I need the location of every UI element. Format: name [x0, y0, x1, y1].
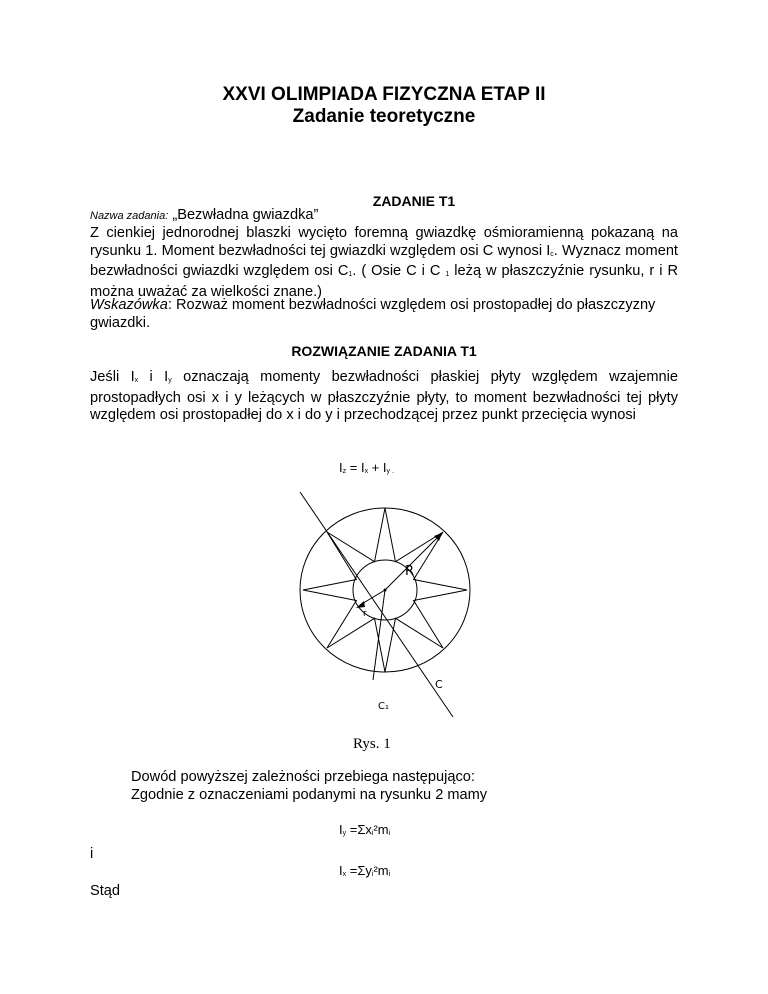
- proof-line-2: Zgodnie z oznaczeniami podanymi na rysunku 2 mamy: [131, 786, 488, 803]
- center-point: [384, 589, 387, 592]
- task-name-label: Nazwa zadania:: [90, 210, 169, 222]
- task-body: Z cienkiej jednorodnej blaszki wycięto foremną gwiazdkę ośmioramienną pokazaną na rysunku 1. Moment bezwładności tej gwiazdki względem osi C wynosi Ic. Wyznacz moment bezwładności gwiazdki względem osi C1. ( Osie C i C 1 leżą w płaszczyźnie rysunku, r i R można uważać za wielkości znane.): [90, 225, 678, 300]
- task-name-line: [90, 207, 678, 226]
- axis-c: [300, 492, 453, 717]
- task-hint: [90, 297, 678, 332]
- formula-iz: Iz = Ix + Iy .: [339, 460, 394, 475]
- proof-text: [131, 769, 487, 804]
- conjunction-i: i: [90, 846, 94, 862]
- proof-line-1: Dowód powyższej zależności przebiega następująco:: [131, 769, 475, 785]
- figure-star: [290, 492, 480, 722]
- task-heading: ZADANIE T1: [372, 193, 456, 209]
- label-C: C: [435, 678, 443, 691]
- stad-text: Stąd: [90, 883, 121, 899]
- label-R: R: [405, 564, 415, 579]
- document-title: [0, 84, 768, 128]
- hint-text: : Rozważ moment bezwładności względem osi prostopadłej do płaszczyzny gwiazdki.: [90, 297, 656, 331]
- label-r: r: [363, 609, 367, 619]
- figure-caption: Rys. 1: [353, 736, 391, 752]
- formula-iy: Iy =Σxi²mi: [339, 822, 391, 837]
- task-name-value: „Bezwładna gwiazdka”: [172, 207, 319, 223]
- title-line-1: XXVI OLIMPIADA FIZYCZNA ETAP II: [222, 84, 546, 105]
- label-C1: C₁: [378, 701, 389, 712]
- solution-heading: ROZWIĄZANIE ZADANIA T1: [291, 343, 477, 359]
- hint-label: Wskazówka: [90, 297, 168, 313]
- title-line-2: Zadanie teoretyczne: [292, 106, 476, 127]
- formula-ix: Ix =Σyi²mi: [339, 863, 391, 878]
- axis-c1: [373, 590, 385, 680]
- solution-paragraph: Jeśli Ix i Iy oznaczają momenty bezwładności płaskiej płyty względem wzajemnie prostopadłych osi x i y leżących w płaszczyźnie płyty, to moment bezwładności tej płyty względem osi prostopadłej do x i do y i przechodzącej przez punkt przecięcia wynosi: [90, 369, 679, 423]
